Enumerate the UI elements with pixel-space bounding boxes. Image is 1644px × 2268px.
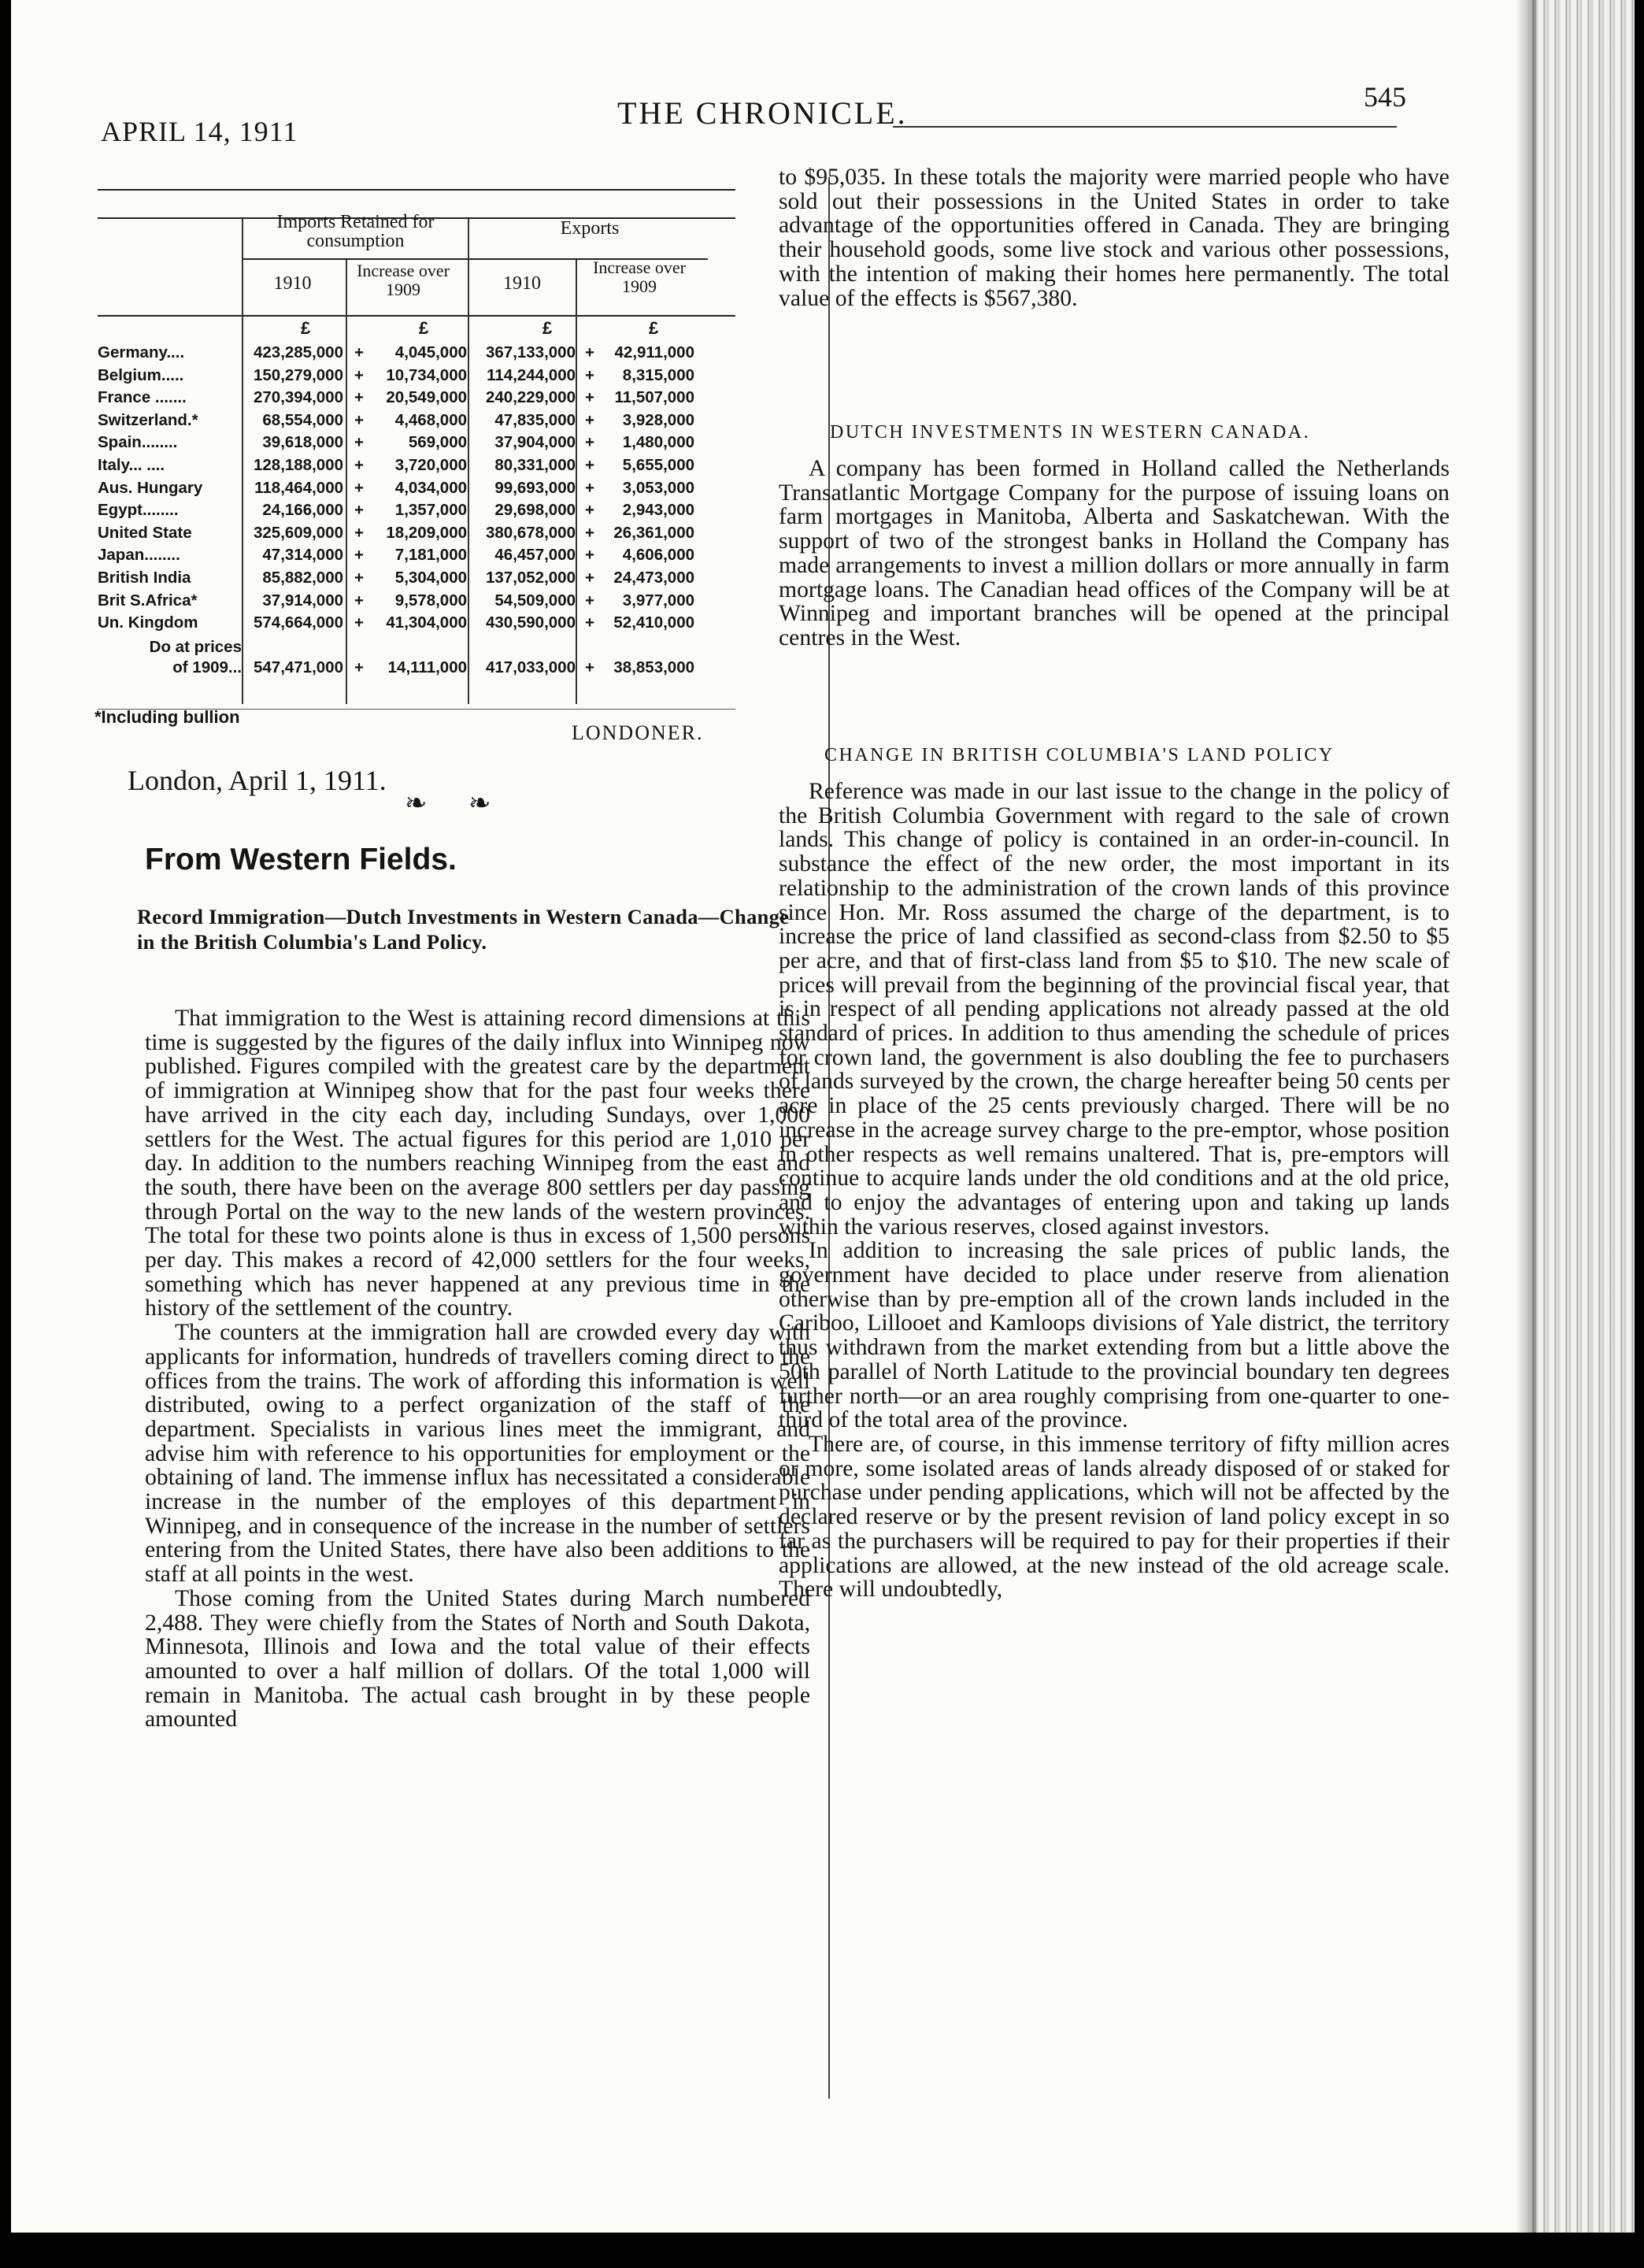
table-cell-imp-1910: 118,464,000 [254, 478, 343, 497]
table-cell-exp-op: + [585, 546, 594, 565]
table-cell-exp-op: + [585, 456, 594, 474]
table-cell-imp-op: + [354, 343, 364, 361]
table-cell-country: Japan........ [98, 546, 180, 565]
table-cell-country: Germany.... [98, 343, 185, 361]
table-vrule [242, 219, 243, 704]
table-cell-imp-op: + [354, 613, 364, 632]
table-cell-country: Switzerland.* [98, 410, 198, 429]
table-footnote: *Including bullion [94, 707, 240, 727]
table-cell-imp-inc: 20,549,000 [386, 388, 467, 407]
exports-increase-header: Increase over 1909 [593, 258, 686, 296]
table-cell-imp-1910: 574,664,000 [253, 613, 343, 632]
table-cell-country: United State [98, 523, 192, 542]
page-shadow [1516, 0, 1536, 2233]
table-cell-exp-1910: 430,590,000 [485, 613, 576, 632]
table-cell-exp-inc: 2,943,000 [622, 501, 694, 520]
table-cell-imp-op: + [354, 456, 364, 474]
table-cell-imp-op: + [354, 501, 364, 520]
table-cell-exp-op: + [585, 365, 594, 384]
table-cell-exp-inc: 3,928,000 [622, 410, 694, 429]
header-rule [893, 126, 1397, 128]
table-cell-imp-1910: 39,618,000 [262, 433, 343, 452]
table-cell-imp-op: + [354, 410, 364, 429]
table-cell-imp-1910: 68,554,000 [262, 410, 343, 429]
paragraph: The counters at the immigration hall are crowded every day with applicants for information, hundreds of travellers coming direct to the offices from the trains. The work of affording this information is well distributed, owing to a perfect organization of the staff of the department. Specialists in various lines meet the immigrant, and advise him with reference to his opportunities for employment or the obtaining of land. The immense influx has necessitated a considerable increase in the number of the employes of this department in Winnipeg, and in consequence of the increase in the number of settlers entering from the United States, there have also been additions to the staff at all points in the west. [145, 1320, 810, 1588]
table-cell-imp-inc: 1,357,000 [394, 501, 467, 520]
table-cell-imp-inc: 41,304,000 [386, 613, 467, 632]
table-cell-imp-inc: 4,468,000 [394, 410, 467, 429]
dutch-investments-body [779, 457, 1450, 650]
table-cell-country: British India [98, 569, 191, 587]
table-cell-imp-inc: 9,578,000 [394, 591, 467, 610]
table-cell-exp-inc: 42,911,000 [614, 343, 694, 361]
currency-symbol: £ [301, 318, 311, 338]
table-cell-exp-op: + [585, 388, 594, 407]
imports-1910-header: 1910 [273, 273, 312, 294]
table-cell-exp-op: + [585, 433, 594, 452]
paragraph: In addition to increasing the sale prices of public lands, the government have decided to place under reserve from alienation otherwise than by pre-emption all of the crown lands included in the Cariboo, Lillooet and Kamloops divisions of Yale district, the territory thus withdrawn from the market extending from but a little above the 50th parallel of North Latitude to the provincial boundary ten degrees further north—or an area roughly comprising from one-quarter to one-third of the total area of the province. [779, 1238, 1450, 1433]
page-edges [1527, 0, 1635, 2233]
table-cell-country: Spain........ [98, 433, 178, 452]
table-cell-exp-inc: 11,507,000 [614, 388, 694, 407]
table-cell-imp-inc: 3,720,000 [394, 456, 467, 474]
table-cell-total-exp-inc: 38,853,000 [613, 658, 694, 676]
table-cell-total-imp-op: + [354, 658, 364, 676]
table-cell-imp-inc: 18,209,000 [386, 523, 467, 542]
table-cell-exp-inc: 3,977,000 [622, 591, 694, 610]
imports-group-header: Imports Retained for consumption [276, 212, 435, 251]
paragraph: Those coming from the United States during March numbered 2,488. They were chiefly from the States of North and South Dakota, Minnesota, Illinois and Iowa and the total value of their effects amounted to over a half million of dollars. Of the total 1,000 will remain in Manitoba. The actual cash brought in by these people amounted [145, 1585, 810, 1732]
table-vrule [468, 219, 469, 704]
column-head-rule [98, 315, 735, 317]
table-cell-exp-1910: 54,509,000 [494, 591, 576, 610]
table-vrule [346, 260, 347, 704]
table-cell-exp-1910: 114,244,000 [487, 365, 576, 384]
table-cell-imp-1910: 47,314,000 [262, 546, 343, 565]
table-cell-country: Aus. Hungary [98, 478, 203, 497]
table-cell-exp-inc: 8,315,000 [622, 365, 694, 384]
table-cell-imp-1910: 423,285,000 [253, 343, 343, 361]
bc-land-policy-heading: CHANGE IN BRITISH COLUMBIA'S LAND POLICY [824, 745, 1335, 765]
table-cell-imp-1910: 24,166,000 [262, 501, 343, 520]
left-column-body [145, 1006, 810, 1732]
table-cell-imp-inc: 5,304,000 [394, 569, 467, 587]
table-cell-imp-1910: 128,188,000 [253, 456, 343, 474]
table-cell-exp-1910: 37,904,000 [494, 433, 576, 452]
bc-land-policy-body [779, 780, 1450, 1602]
table-cell-exp-1910: 367,133,000 [485, 343, 576, 361]
table-cell-exp-1910: 380,678,000 [485, 523, 576, 542]
article-deck: Record Immigration—Dutch Investments in Western Canada—Change in the British Columbia's Land Policy. [137, 905, 790, 954]
table-cell-total-imp-inc: 14,111,000 [387, 658, 467, 676]
exports-group-header: Exports [560, 218, 620, 239]
page-number: 545 [1364, 81, 1406, 113]
table-cell-exp-op: + [585, 343, 594, 361]
table-cell-exp-inc: 4,606,000 [622, 546, 694, 565]
table-cell-country: Brit S.Africa* [98, 591, 198, 610]
table-vrule [576, 260, 577, 704]
paragraph: Reference was made in our last issue to the change in the policy of the British Columbia Government with regard to the sale of crown lands. This change of policy is contained in an order-in-council. In substance the effect of the new order, the most important in its relationship to the administration of the crown lands of this province since Hon. Mr. Ross assumed the charge of the department, is to increase the price of land classified as second-class from $2.50 to $5 per acre, and that of first-class land from $5 to $10. The new scale of prices will prevail from the beginning of the provincial fiscal year, that is in respect of all pending applications not already passed at the old standard of prices. In addition to thus amending the schedule of prices for crown land, the government is also doubling the fee to purchasers of lands surveyed by the crown, the charge hereafter being 50 cents per acre in place of the 25 cents previously charged. There will be no increase in the acreage survey charge to the pre-emptor, whose position in other respects as well remains unaltered. That is, pre-emptors will continue to acquire lands under the old conditions and at the old price, and to enjoy the advantages of entering upon and taking up lands within the various reserves, closed against investors. [779, 779, 1450, 1240]
table-cell-exp-1910: 137,052,000 [485, 569, 576, 587]
table-cell-imp-op: + [354, 546, 364, 565]
paragraph: to $95,035. In these totals the majority were married people who have sold out their possessions in the United States in order to take advantage of the opportunities offered in Canada. They are bringing their household goods, some live stock and various other possessions, with the intention of making their homes here permanently. The total value of the effects is $567,380. [779, 165, 1450, 311]
table-cell-country: Egypt........ [98, 501, 179, 520]
table-cell-exp-1910: 46,457,000 [494, 546, 576, 565]
table-cell-imp-1910: 150,279,000 [253, 365, 343, 384]
paper-sheet [11, 0, 1527, 2233]
table-cell-country: Belgium..... [98, 365, 184, 384]
table-cell-total-exp-1910: 417,033,000 [485, 658, 576, 676]
table-cell-country: Italy... .... [98, 456, 165, 474]
table-cell-imp-1910: 85,882,000 [262, 569, 343, 587]
table-cell-total-label: of 1909... [172, 658, 242, 676]
table-cell-total-label: Do at prices [149, 637, 242, 656]
table-cell-imp-inc: 4,034,000 [394, 478, 467, 497]
right-column-continuation [779, 165, 1450, 310]
table-cell-imp-1910: 270,394,000 [253, 388, 343, 407]
table-cell-imp-1910: 37,914,000 [262, 591, 343, 610]
currency-symbol: £ [542, 318, 553, 338]
running-head-title: THE CHRONICLE. [617, 95, 908, 131]
table-cell-imp-op: + [354, 478, 364, 497]
table-cell-imp-inc: 7,181,000 [394, 546, 467, 565]
table-cell-imp-op: + [354, 569, 364, 587]
table-cell-exp-inc: 3,053,000 [622, 478, 694, 497]
table-cell-exp-1910: 80,331,000 [494, 456, 576, 474]
ornament-divider: ❧ ❧ [405, 789, 509, 818]
table-cell-imp-op: + [354, 523, 364, 542]
table-cell-exp-1910: 47,835,000 [494, 410, 576, 429]
table-cell-imp-inc: 569,000 [408, 433, 467, 452]
table-cell-exp-inc: 1,480,000 [622, 433, 694, 452]
dateline: London, April 1, 1911. [128, 765, 387, 796]
table-cell-imp-inc: 10,734,000 [386, 365, 467, 384]
table-cell-total-imp-1910: 547,471,000 [253, 658, 343, 676]
table-cell-exp-inc: 52,410,000 [613, 613, 694, 632]
table-cell-exp-inc: 24,473,000 [613, 569, 694, 587]
imports-increase-header: Increase over 1909 [357, 261, 450, 299]
paragraph: That immigration to the West is attaining record dimensions at this time is suggested by the figures of the daily influx into Winnipeg now published. Figures compiled with the greatest care by the department of immigration at Winnipeg show that for the past four weeks there have arrived in the city each day, including Sundays, over 1,000 settlers for the West. The actual figures for this period are 1,010 per day. In addition to the numbers reaching Winnipeg from the east and the south, there have been on the average 800 settlers per day passing through Portal on the way to the new lands of the western provinces. The total for these two points alone is thus in excess of 1,500 persons per day. This makes a record of 42,000 settlers for the four weeks, something which has never happened at any previous time in the history of the settlement of the country. [145, 1006, 810, 1321]
table-cell-imp-1910: 325,609,000 [253, 523, 343, 542]
paragraph: There are, of course, in this immense territory of fifty million acres or more, some isolated areas of lands already disposed of or staked for purchase under pending applications, which will not be affected by the declared reserve or by the present revision of land policy except in so far as the purchasers will be required to pay for their properties if their applications are allowed, at the new instead of the old acreage scale. There will undoubtedly, [779, 1431, 1450, 1603]
table-cell-imp-op: + [354, 365, 364, 384]
currency-symbol: £ [419, 318, 429, 338]
table-cell-exp-op: + [585, 478, 594, 497]
table-cell-exp-1910: 29,698,000 [494, 501, 576, 520]
table-top-rule [98, 189, 735, 191]
currency-symbol: £ [649, 318, 659, 338]
table-cell-exp-op: + [585, 591, 594, 610]
table-cell-imp-op: + [354, 591, 364, 610]
paragraph: A company has been formed in Holland called the Netherlands Transatlantic Mortgage Company for the purpose of issuing loans on farm mortgages in Manitoba, Alberta and Saskatchewan. With the support of two of the strongest banks in Holland the Company has made arrangements to invest a million dollars or more annually in farm mortgage loans. The Canadian head offices of the Company will be at Winnipeg and important branches will be opened at the principal centres in the West. [779, 456, 1450, 650]
table-cell-exp-op: + [585, 523, 594, 542]
trade-table [98, 189, 775, 740]
table-cell-exp-1910: 99,693,000 [494, 478, 576, 497]
table-cell-country: Un. Kingdom [98, 613, 198, 632]
table-cell-exp-inc: 26,361,000 [613, 523, 694, 542]
dutch-investments-heading: DUTCH INVESTMENTS IN WESTERN CANADA. [830, 422, 1311, 443]
article-title: From Western Fields. [145, 843, 457, 876]
table-cell-exp-op: + [585, 569, 594, 587]
table-cell-exp-op: + [585, 501, 594, 520]
table-cell-exp-op: + [585, 613, 594, 632]
running-head-date: APRIL 14, 1911 [101, 116, 298, 147]
table-cell-imp-inc: 4,045,000 [394, 343, 467, 361]
table-cell-exp-inc: 5,655,000 [622, 456, 694, 474]
table-cell-imp-op: + [354, 433, 364, 452]
table-cell-exp-op: + [585, 410, 594, 429]
author-signature: LONDONER. [572, 721, 704, 744]
table-cell-exp-1910: 240,229,000 [485, 388, 576, 407]
table-cell-total-exp-op: + [585, 658, 594, 676]
table-cell-imp-op: + [354, 388, 364, 407]
exports-1910-header: 1910 [503, 273, 541, 294]
table-cell-country: France ....... [98, 388, 187, 407]
